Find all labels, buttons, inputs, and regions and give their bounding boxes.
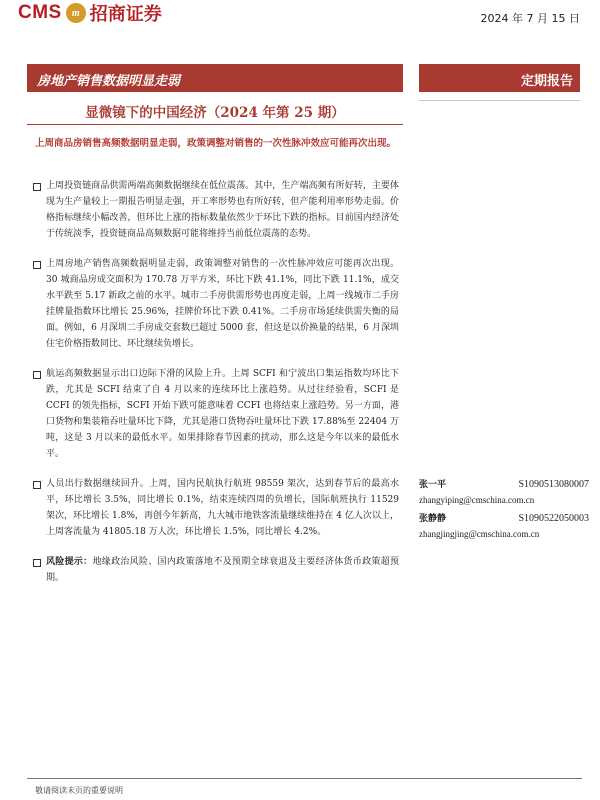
- analyst-name: 张一平: [419, 480, 447, 490]
- bullet-text: 航运高频数据显示出口边际下滑的风险上升。上周 SCFI 和宁波出口集运指数均环比下跌，尤其是 SCFI 结束了自 4 月以来的连续环比上涨趋势。从过往经验看，SCFI 是 CCFI 的领先指标，SCFI 开始下跌可能意味着 CCFI 也将结束上涨趋势。另一方面，港口货物和集装箱吞吐量环比下降，尤其是港口货物吞吐量环比下跌 17.88%至 22404 万吨，这是 3 月以来的最低水平。如果排除春节因素的扰动，那么这是今年以来的最低水平。: [46, 369, 399, 459]
- report-type-label: 定期报告: [520, 74, 573, 89]
- risk-text: 地缘政治风险、国内政策落地不及预期全球衰退及主要经济体货币政策超预期。: [46, 557, 399, 583]
- topic-banner-title: 房地产销售数据明显走弱: [37, 74, 181, 89]
- side-divider: [419, 100, 580, 101]
- analyst-row: [419, 478, 589, 492]
- square-bullet-icon: [33, 371, 41, 379]
- analyst-license-id: S1090522050003: [518, 513, 589, 524]
- list-item: [33, 476, 399, 540]
- footer-note: 敬请阅读末页的重要说明: [35, 786, 123, 795]
- square-bullet-icon: [33, 559, 41, 567]
- analyst-email-link[interactable]: zhangyiping@cmschina.com.cn: [419, 495, 535, 505]
- square-bullet-icon: [33, 183, 41, 191]
- analyst-email-link[interactable]: zhangjingjing@cmschina.com.cn: [419, 529, 540, 539]
- title-divider: [27, 124, 403, 125]
- broker-logo: [18, 0, 162, 26]
- analyst-row: [419, 512, 589, 526]
- report-date: 2024 年 7 月 15 日: [480, 12, 580, 25]
- square-bullet-icon: [33, 481, 41, 489]
- logo-chinese: 招商证券: [89, 4, 162, 25]
- bullet-text: 上周房地产销售高频数据明显走弱，政策调整对销售的一次性脉冲效应可能再次出现。30 城商品房成交面积为 170.78 万平方米，环比下跌 41.1%，同比下跌 11.1%，成交水平跌至 5.17 新政之前的水平。城市二手房供需形势也再度走弱，上周一线城市二手房挂牌量指数环比增长 25.96%，挂牌价环比下跌 0.41%。二手房市场延续供需失衡的局面。例如，6 月深圳二手房成交套数已超过 5000 套，但这是以价换量的结果，6 月深圳住宅价格指数同比、环比继续负增长。: [46, 259, 399, 349]
- analyst-panel: [419, 478, 589, 546]
- square-bullet-icon: [33, 261, 41, 269]
- report-type-banner: [419, 64, 580, 92]
- logo-latin: CMS: [18, 2, 62, 23]
- report-title: 显微镜下的中国经济（2024 年第 25 期）: [85, 105, 345, 121]
- footer-divider: [27, 778, 582, 779]
- analyst-name: 张静静: [419, 514, 447, 524]
- topic-banner: [27, 64, 403, 92]
- bullet-text: 上周投资链商品供需两端高频数据继续在低位震荡。其中，生产端高频有所好转，主要体现为生产量较上一期报告明显走强，开工率形势也有所好转，但产能利用率形势走弱。价格指标继续小幅改善，但环比上涨的指标数量依然少于环比下跌的指标。目前国内经济处于传统淡季，投资链商品高频数据可能将维持当前低位震荡的态势。: [46, 181, 399, 239]
- risk-label: 风险提示：: [46, 557, 93, 567]
- analyst-license-id: S1090513080007: [518, 479, 589, 490]
- list-item: [33, 178, 399, 242]
- logo-badge-icon: m: [66, 3, 86, 23]
- bullet-text: 人员出行数据继续回升。上周，国内民航执行航班 98559 架次，达到春节后的最高水平，环比增长 3.5%，同比增长 0.1%，结束连续四周的负增长，国际航班执行 11529 架次，环比增长 1.8%，再创今年新高，九大城市地铁客流量继续维持在 4 亿人次以上，上周客流量为 41805.18 万人次，环比增长 1.5%，同比增长 4.2%。: [46, 479, 399, 537]
- report-summary: 上周商品房销售高频数据明显走弱，政策调整对销售的一次性脉冲效应可能再次出现。: [35, 138, 397, 149]
- bullet-list: [33, 178, 399, 600]
- list-item: [33, 554, 399, 586]
- list-item: [33, 366, 399, 462]
- list-item: [33, 256, 399, 352]
